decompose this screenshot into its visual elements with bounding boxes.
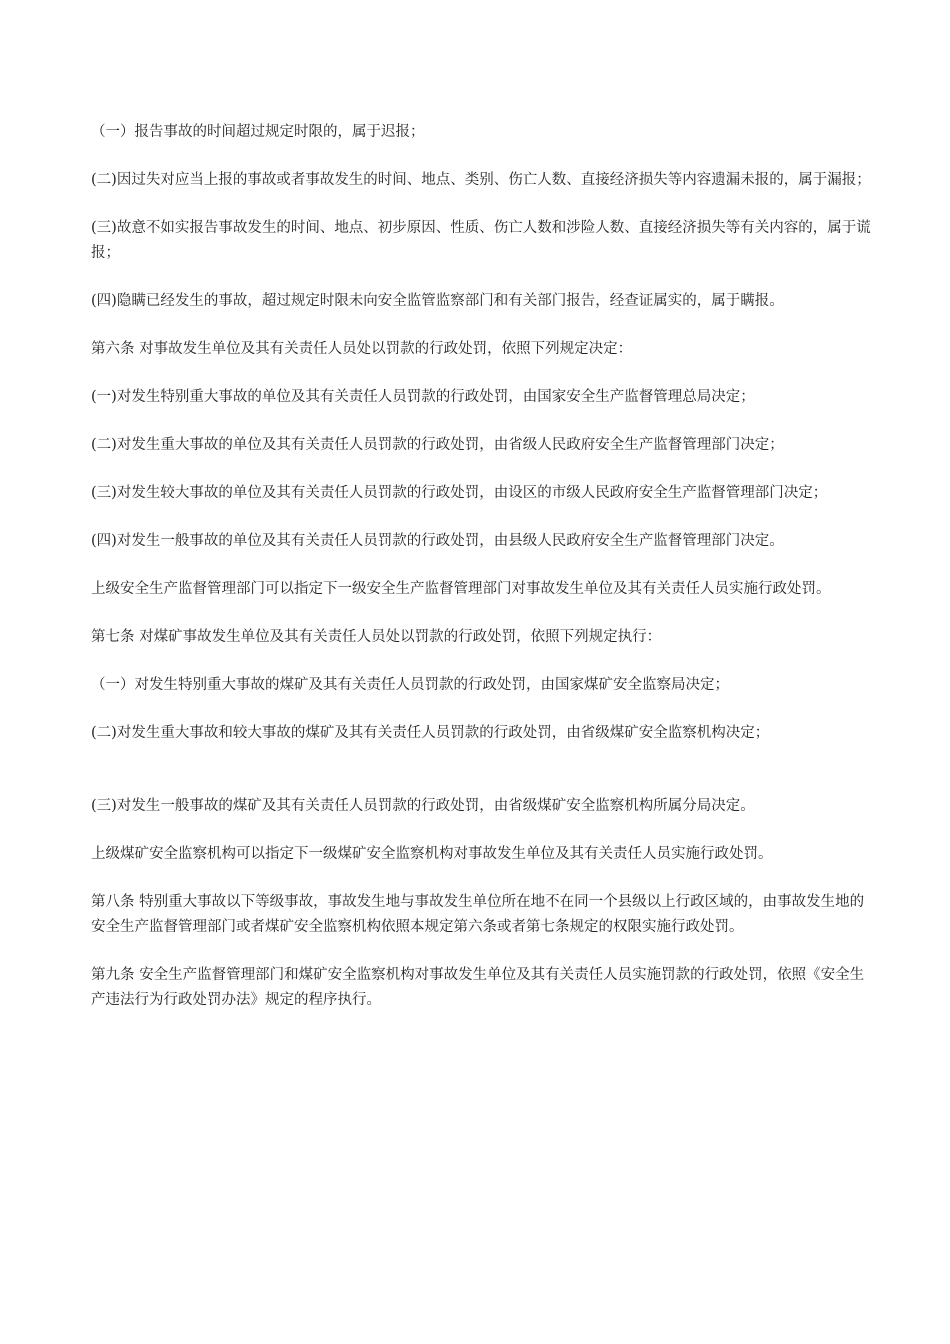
article-6-delegation: 上级安全生产监督管理部门可以指定下一级安全生产监督管理部门对事故发生单位及其有关责任人员实施行政处罚。 <box>91 581 831 597</box>
article-6-item-3: (三)对发生较大事故的单位及其有关责任人员罚款的行政处罚，由设区的市级人民政府安全生产监督管理部门决定； <box>91 485 828 501</box>
document-page <box>91 120 871 1036</box>
clause-late-report: （一）报告事故的时间超过规定时限的，属于迟报； <box>91 124 425 140</box>
clause-concealed-report: (四)隐瞒已经发生的事故，超过规定时限未向安全监管监察部门和有关部门报告，经查证属实的，属于瞒报。 <box>91 293 784 309</box>
article-9: 第九条 安全生产监督管理部门和煤矿安全监察机构对事故发生单位及其有关责任人员实施罚款的行政处罚，依照《安全生产违法行为行政处罚办法》规定的程序执行。 <box>91 967 865 1008</box>
article-7-item-1: （一）对发生特别重大事故的煤矿及其有关责任人员罚款的行政处罚，由国家煤矿安全监察局决定； <box>91 677 729 693</box>
article-7-heading: 第七条 对煤矿事故发生单位及其有关责任人员处以罚款的行政处罚，依照下列规定执行： <box>91 629 662 645</box>
article-6-item-2: (二)对发生重大事故的单位及其有关责任人员罚款的行政处罚，由省级人民政府安全生产监督管理部门决定； <box>91 437 784 453</box>
article-8: 第八条 特别重大事故以下等级事故，事故发生地与事故发生单位所在地不在同一个县级以上行政区域的，由事故发生地的安全生产监督管理部门或者煤矿安全监察机构依照本规定第六条或者第七条规定的权限实施行政处罚。 <box>91 894 865 935</box>
article-6-heading: 第六条 对事故发生单位及其有关责任人员处以罚款的行政处罚，依照下列规定决定： <box>91 341 633 357</box>
article-7-delegation: 上级煤矿安全监察机构可以指定下一级煤矿安全监察机构对事故发生单位及其有关责任人员实施行政处罚。 <box>91 846 773 862</box>
article-7-item-3: (三)对发生一般事故的煤矿及其有关责任人员罚款的行政处罚，由省级煤矿安全监察机构所属分局决定。 <box>91 798 755 814</box>
clause-false-report: (三)故意不如实报告事故发生的时间、地点、初步原因、性质、伤亡人数和涉险人数、直接经济损失等有关内容的，属于谎报； <box>91 220 871 261</box>
article-6-item-4: (四)对发生一般事故的单位及其有关责任人员罚款的行政处罚，由县级人民政府安全生产监督管理部门决定。 <box>91 533 784 549</box>
article-7-item-2: (二)对发生重大事故和较大事故的煤矿及其有关责任人员罚款的行政处罚，由省级煤矿安全监察机构决定； <box>91 725 770 741</box>
article-6-item-1: (一)对发生特别重大事故的单位及其有关责任人员罚款的行政处罚，由国家安全生产监督管理总局决定； <box>91 389 755 405</box>
clause-omitted-report: (二)因过失对应当上报的事故或者事故发生的时间、地点、类别、伤亡人数、直接经济损失等内容遗漏未报的，属于漏报； <box>91 172 871 188</box>
